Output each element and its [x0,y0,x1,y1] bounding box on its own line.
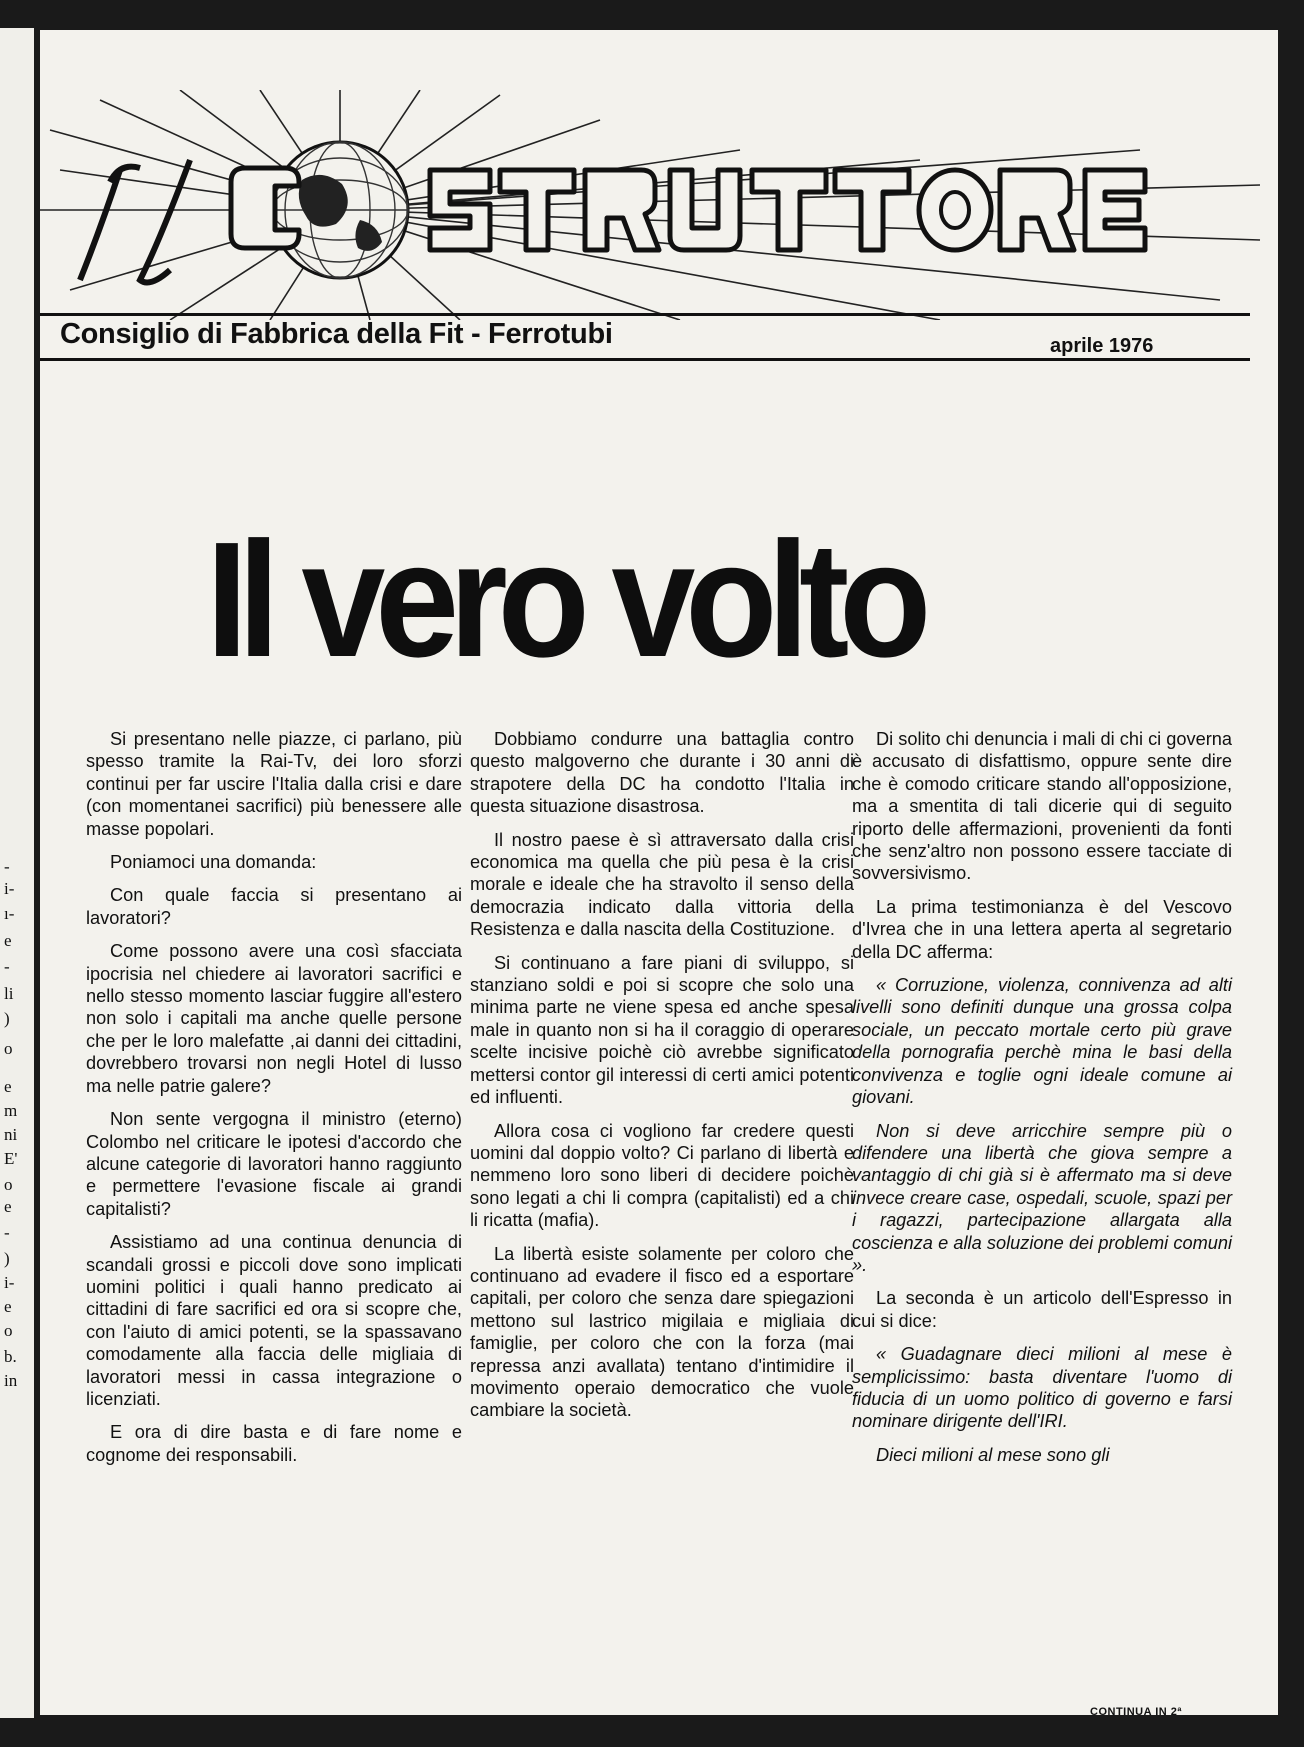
paragraph: Si continuano a fare piani di sviluppo, si stanziano soldi e poi si scopre che solo una minima parte ne viene spesa ed anche spesa male in quanto non si ha il coraggio di operare scelte incisive poichè ciò avrebbe significato mettersi contor gil interessi di certi amici potenti ed influenti. [470,952,854,1108]
headline: Il vero volto [206,508,922,691]
margin-fragment: in [4,1371,18,1390]
margin-fragment: m [4,1101,18,1120]
paragraph: Assistiamo ad una continua denuncia di scandali grossi e piccoli dove sono implicati uomini politici i quali hanno predicato ai cittadini di fare sacrifici ed ora si scopre che, con l'aiuto di amici potenti, se la spassavano comodamente alla faccia delle migliaia di lavoratori messi in cassa integrazione o licenziati. [86,1232,462,1409]
adjacent-page-strip [0,28,34,1718]
paragraph: Con quale faccia si presentano ai lavoratori? [86,885,462,928]
margin-fragment: - [4,857,10,876]
masthead-subtitle: Consiglio di Fabbrica della Fit - Ferrotubi [60,318,613,350]
margin-fragment: li [4,984,14,1003]
margin-fragment: i- [4,1273,15,1292]
margin-fragment: o [4,1321,13,1340]
newspaper-page [40,30,1278,1715]
paragraph: Si presentano nelle piazze, ci parlano, più spesso tramite la Rai-Tv, dei loro sforzi continui per far uscire l'Italia dalla crisi e dare (con momentanei sacrifici) più benessere alle masse popolari. [86,729,462,839]
paragraph: Il nostro paese è sì attraversato dalla crisi economica ma quella che più pesa è la crisi morale e ideale che ha stravolto il senso della democrazia indicato dalla vittoria della Resistenza e dalla nascita della Costituzione. [470,829,854,940]
paragraph: Allora cosa ci vogliono far credere questi uomini dal doppio volto? Ci parlano di libertà e nemmeno loro sono liberi di decidere poichè sono legati a chi li compra (capitalisti) ed a chi li ricatta (mafia). [470,1120,854,1231]
issue-date: aprile 1976 [1050,335,1154,357]
masthead-title [40,148,1278,258]
paragraph: Dieci milioni al mese sono gli [876,1444,1110,1465]
margin-fragment: ı- [4,904,15,923]
rule-top [40,313,1250,316]
margin-fragment: o [4,1039,13,1058]
paragraph: Come possono avere una così sfacciata ipocrisia nel chiedere ai lavoratori sacrifici e nello stesso momento lasciar fuggire all'estero non solo i capitali ma anche quelle persone che per le loro malefatte ,ai danni dei cittadini, dovrebbero trovarsi non negli Hotel di lusso ma nelle patrie galere? [86,941,462,1096]
margin-fragment: E' [4,1149,18,1168]
rule-bottom [40,358,1250,361]
margin-fragment: e [4,1297,12,1316]
margin-fragment: e [4,1197,12,1216]
margin-fragment: ) [4,1009,10,1028]
article-column-2 [470,728,854,1433]
margin-fragment: o [4,1175,13,1194]
paragraph: La seconda è un articolo dell'Espresso in cui si dice: [852,1288,1232,1331]
margin-fragment: ni [4,1125,18,1144]
article-column-3 [852,728,1232,1477]
paragraph: Di solito chi denuncia i mali di chi ci governa è accusato di disfattismo, oppure sente dire che è comodo criticare stando all'opposizione, ma a smentita di tali dicerie qui di seguito riporto delle affermazioni, provenienti da fonti che senz'altro non possono essere tacciate di sovversivismo. [852,729,1232,884]
margin-fragment: e [4,931,12,950]
paragraph: E ora di dire basta e di fare nome e cognome dei responsabili. [86,1422,462,1465]
margin-fragment: b. [4,1347,17,1366]
paragraph: La prima testimonianza è del Vescovo d'Ivrea che in una lettera aperta al segretario della DC afferma: [852,896,1232,962]
masthead [40,90,1278,320]
article-column-1 [86,728,462,1477]
margin-fragment: - [4,957,10,976]
continued-note: CONTINUA IN 2ª [1090,1706,1182,1715]
margin-fragment: - [4,1223,10,1242]
paragraph: Dobbiamo condurre una battaglia contro questo malgoverno che durante i 30 anni di strapotere della DC ha condotto l'Italia in questa situazione disastrosa. [470,729,854,817]
paragraph: Poniamoci una domanda: [110,852,317,873]
paragraph: « Corruzione, violenza, connivenza ad alti livelli sono definiti dunque una grossa colpa sociale, un peccato mortale certo più grave della pornografia perchè mina le basi della convivenza e toglie ogni ideale comune ai giovani. [852,975,1232,1108]
paragraph: La libertà esiste solamente per coloro che continuano ad evadere il fisco ed a esportare capitali, per coloro che senza dare spiegazioni mettono sul lastrico migilaia e migliaia di famiglie, per coloro che con la forza (mai repressa anzi avallata) tentano d'intimidire il movimento operaio democratico che vuole cambiare la società. [470,1243,854,1421]
margin-fragment: ) [4,1249,10,1268]
margin-fragment: i- [4,879,15,898]
paragraph: Non sente vergogna il ministro (eterno) Colombo nel criticare le ipotesi d'accordo che alcune categorie di lavoratori hanno raggiunto e permettere l'evasione fiscale ai grandi capitalisti? [86,1109,462,1219]
paragraph: Non si deve arricchire sempre più o difendere una libertà che giova sempre a vantaggio di chi già si è affermato ma si deve invece creare case, ospedali, scuole, spazi per i ragazzi, partecipazione allargata alla coscienza e alla soluzione dei problemi comuni ». [852,1120,1232,1275]
paragraph: « Guadagnare dieci milioni al mese è semplicissimo: basta diventare l'uomo di fiducia di un uomo politico di governo e farsi nominare dirigente dell'IRI. [852,1344,1232,1432]
margin-fragment: e [4,1077,12,1096]
